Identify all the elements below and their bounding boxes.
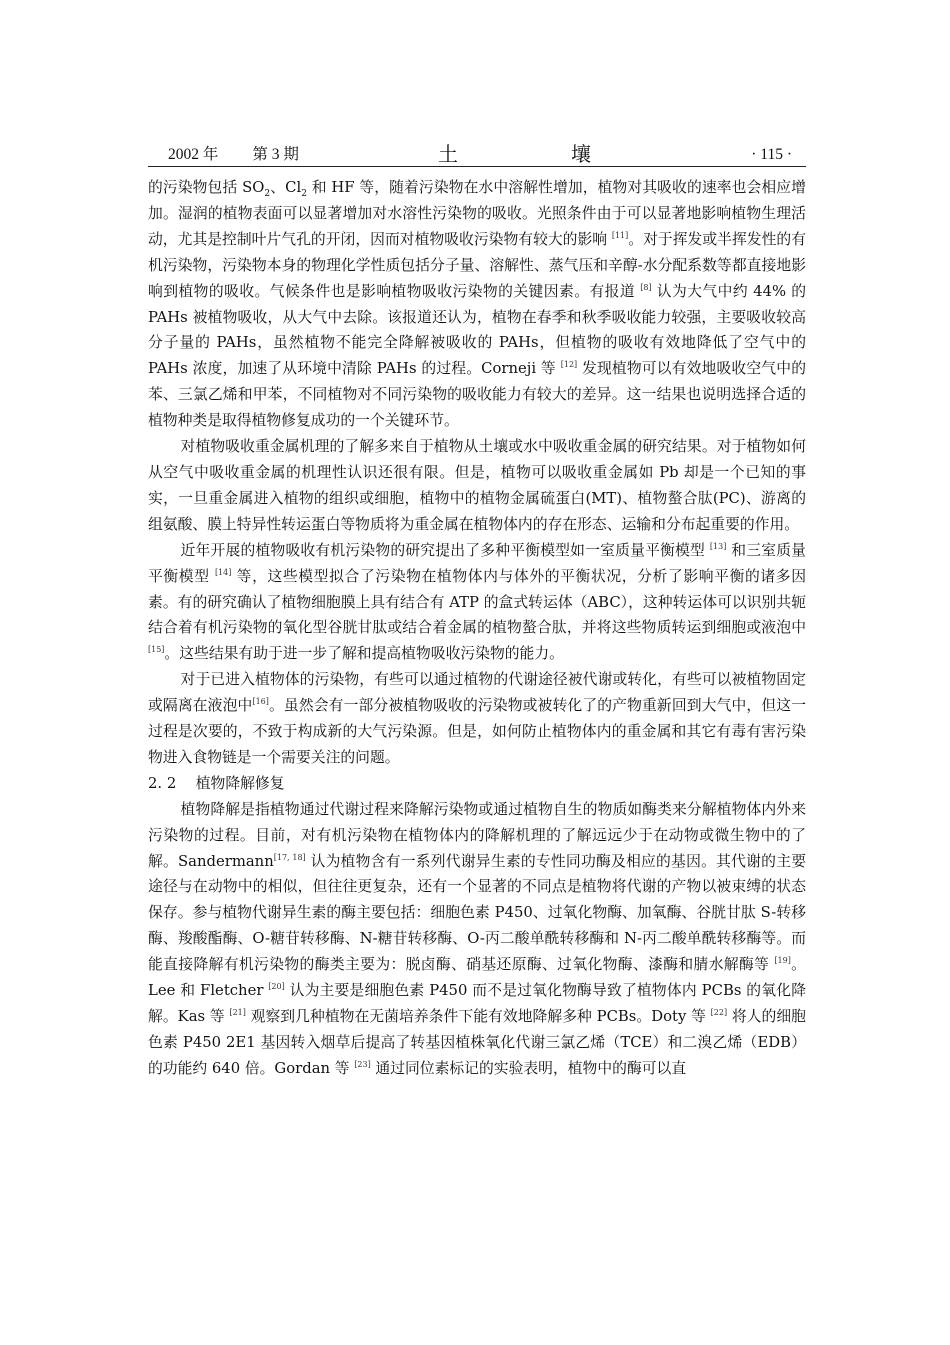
text-run: 的污染物包括 SO [148, 179, 265, 196]
text-run: 、Cl [270, 179, 302, 196]
header-issue: 第 3 期 [252, 146, 299, 163]
running-header [148, 136, 806, 167]
text-run: 。Lee 和 Fletcher [148, 956, 806, 1000]
citation-ref: [12] [560, 360, 578, 370]
text-run: 通过同位素标记的实验表明，植物中的酶可以直 [370, 1059, 687, 1077]
body-paragraph [148, 797, 806, 1082]
citation-ref: [13] [709, 541, 727, 551]
text-run: 和三室质量平衡模型 [148, 541, 806, 585]
body-paragraph [148, 538, 806, 668]
text-run: 将人的细胞色素 P450 2E1 基因转入烟草后提高了转基因植株氧化代谢三氯乙烯（TCE）和二溴乙烯（EDB）的功能约 640 倍。Gordan 等 [148, 1008, 806, 1077]
citation-ref: [17, 18] [273, 852, 306, 862]
citation-ref: [21] [229, 1008, 246, 1018]
citation-ref: [15] [148, 645, 165, 655]
text-run: 等，这些模型拟合了污染物在植物体内与体外的平衡状况，分析了影响平衡的诸多因素。有的研究确认了植物细胞膜上具有结合有 ATP 的盒式转运体（ABC），这种转运体可以识别共轭结合着有机污染物的氧化型谷胱甘肽或结合着金属的植物螯合肽，并将这些物质转运到细胞或液泡中 [148, 567, 806, 637]
subscript: 2 [301, 188, 307, 199]
citation-ref: [20] [268, 982, 285, 992]
article-body [148, 175, 806, 1082]
text-run: 认为大气中约 44% 的 PAHs 被植物吸收，从大气中去除。该报道还认为，植物在春季和秋季吸收能力较强，主要吸收较高分子量的 PAHs，虽然植物不能完全降解被吸收的 PAHs，但植物的吸收有效地降低了空气中的 PAHs 浓度，加速了从环境中清除 PAHs 的过程。Corneji 等 [148, 282, 806, 378]
text-run: 近年开展的植物吸收有机污染物的研究提出了多种平衡模型如一室质量平衡模型 [180, 541, 710, 559]
body-paragraph [148, 175, 806, 434]
citation-ref: [8] [640, 282, 652, 292]
citation-ref: [23] [354, 1059, 371, 1069]
text-run: 发现植物可以有效地吸收空气中的苯、三氯乙烯和甲苯，不同植物对不同污染物的吸收能力有较大的差异。这一结果也说明选择合适的植物种类是取得植物修复成功的一个关键环节。 [148, 360, 806, 430]
body-paragraph [148, 667, 806, 771]
text-run: 对植物吸收重金属机理的了解多来自于植物从土壤或水中吸收重金属的研究结果。对于植物如何从空气中吸收重金属的机理性认识还很有限。但是，植物可以吸收重金属如 Pb 却是一个已知的事实，一旦重金属进入植物的组织或细胞，植物中的植物金属硫蛋白(MT)、植物螯合肽(PC)、游离的组氨酸、膜上特异性转运蛋白等物质将为重金属在植物体内的存在形态、运输和分布起重要的作用。 [148, 438, 806, 533]
text-run: 。虽然会有一部分被植物吸收的污染物或被转化了的产物重新回到大气中，但这一过程是次要的，不致于构成新的大气污染源。但是，如何防止植物体内的重金属和其它有毒有害污染物进入食物链是一个需要关注的问题。 [148, 697, 806, 766]
text-run: 和 HF 等，随着污染物在水中溶解性增加，植物对其吸收的速率也会相应增加。湿润的植物表面可以显著增加对水溶性污染物的吸收。光照条件由于可以显著地影响植物生理活动，尤其是控制叶片气孔的开闭，因而对植物吸收污染物有较大的影响 [148, 179, 806, 248]
text-run: 。这些结果有助于进一步了解和提高植物吸收污染物的能力。 [164, 645, 564, 663]
journal-page [148, 136, 806, 1082]
text-run: 观察到几种植物在无菌培养条件下能有效地降解多种 PCBs。Doty 等 [245, 1008, 711, 1025]
citation-ref: [16] [252, 697, 269, 707]
header-page-number: · 115 · [751, 146, 792, 163]
text-run: 认为植物含有一系列代谢异生素的专性同功酶及相应的基因。其代谢的主要途径与在动物中的相似，但往往更复杂，还有一个显著的不同点是植物将代谢的产物以被束缚的状态保存。参与植物代谢异生素的酶主要包括：细胞色素 P450、过氧化物酶、加氧酶、谷胱甘肽 S-转移酶、羧酸酯酶、O-糖苷转移酶、N-糖苷转移酶、O-丙二酸单酰转移酶和 N-丙二酸单酰转移酶等。而能直接降解有机污染物的酶类主要为：脱卤酶、硝基还原酶、过氧化物酶、漆酶和腈水解酶等 [148, 852, 807, 974]
header-left [148, 142, 299, 164]
citation-ref: [19] [774, 956, 791, 966]
citation-ref: [14] [214, 567, 232, 577]
citation-ref: [11] [611, 230, 629, 240]
text-run: 植物降解是指植物通过代谢过程来降解污染物或通过植物自生的物质如酶类来分解植物体内外来污染物的过程。目前，对有机污染物在植物体内的降解机理的了解远远少于在动物或微生物中的了解。Sandermann [148, 800, 806, 870]
text-run: 对于已进入植物体的污染物，有些可以通过植物的代谢途径被代谢或转化，有些可以被植物固定或隔离在液泡中 [148, 671, 806, 715]
section-heading [148, 771, 806, 797]
header-year: 2002 年 [168, 146, 219, 163]
text-run: 2. 2 植物降解修复 [148, 774, 285, 792]
header-journal-title: 土 壤 [438, 144, 645, 166]
text-run: 认为主要是细胞色素 P450 而不是过氧化物酶导致了植物体内 PCBs 的氧化降解。Kas 等 [148, 982, 806, 1025]
text-run: 。对于挥发或半挥发性的有机污染物，污染物本身的物理化学性质包括分子量、溶解性、蒸气压和辛醇-水分配系数等都直接地影响到植物的吸收。气候条件也是影响植物吸收污染物的关键因素。有报道 [148, 230, 806, 300]
body-paragraph [148, 434, 806, 538]
subscript: 2 [264, 188, 271, 199]
citation-ref: [22] [710, 1008, 728, 1018]
